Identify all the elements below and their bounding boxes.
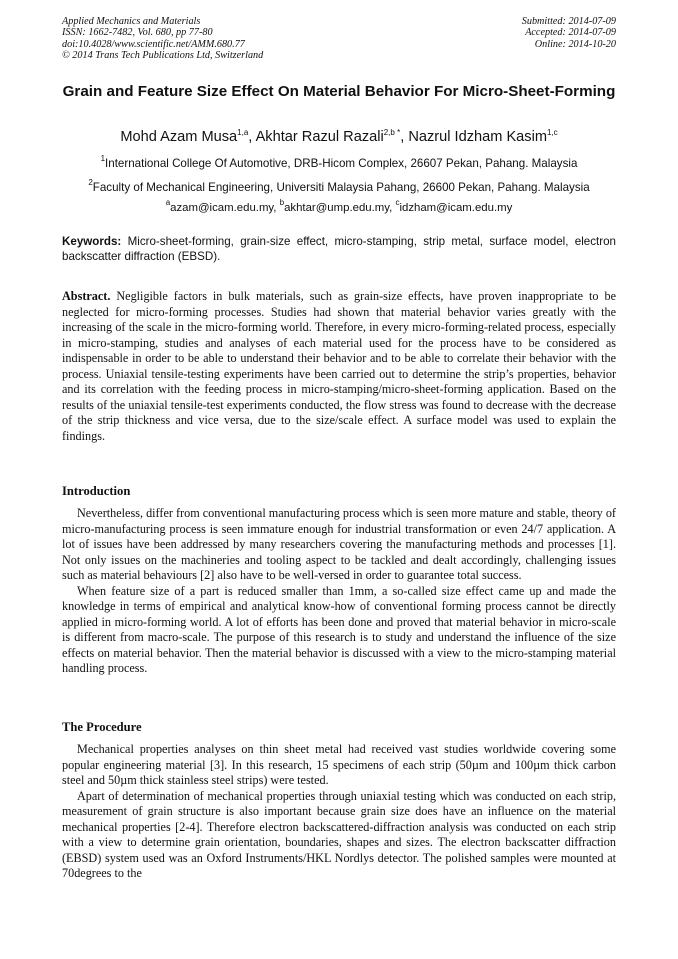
introduction-heading: Introduction [62,484,131,498]
journal-name: Applied Mechanics and Materials [62,16,201,27]
affiliation-text: Faculty of Mechanical Engineering, Universiti Malaysia Pahang, 26600 Pekan, Pahang. Malaysia [92,181,590,194]
email-sup: b [279,198,285,207]
journal-issn: ISSN: 1662-7482, Vol. 680, pp 77-80 [62,27,213,39]
affiliation-1 [30,154,648,170]
abstract [62,289,616,444]
submitted-date: Submitted: 2014-07-09 [521,16,616,27]
procedure-heading: The Procedure [62,720,142,734]
procedure-section [62,742,616,882]
author-sup: 1,c [547,128,558,137]
paper-title: Grain and Feature Size Effect On Material Behavior For Micro-Sheet-Forming [62,83,616,100]
paragraph: Mechanical properties analyses on thin sheet metal had received vast studies worldwide covering some popular engineering material [3]. In this research, 15 specimens of each strip (50µm and 100µm thick carbon steel and 50µm thick stainless steel strips) were tested. [62,742,616,787]
affiliation-text: International College Of Automotive, DRB-Hicom Complex, 26607 Pekan, Pahang. Malaysia [105,157,578,170]
author-sup: 1,a [237,128,249,137]
journal-info [62,16,263,62]
keywords-text: Micro-sheet-forming, grain-size effect, micro-stamping, strip metal, surface model, electron backscatter diffraction (EBSD). [62,235,616,263]
email-link[interactable]: azam@icam.edu.my, [170,202,280,214]
submission-dates [522,16,616,50]
paragraph: When feature size of a part is reduced smaller than 1mm, a so-called size effect came up and made the knowledge in terms of empirical and analytical know-how of conventional forming process cannot be directly applied in micro-forming world. A lot of efforts has been done and proved that material behavior in micro-scale is different from macro-scale. The purpose of this research is to study and understand the influence of the size effects on material behavior. Then the material behavior is discussed with a view to the micro-stamping material handling process. [62,583,616,675]
author-name: Akhtar Razul Razali [255,129,384,145]
paragraph: Apart of determination of mechanical properties through uniaxial testing which was conducted on each strip, measurement of grain structure is also important because grain size does have an influence on the material mechanical properties [2-4]. Therefore electron backscattered-diffraction analysis was conducted on each strip with a view to determine grain orientation, boundaries, shapes and sizes. The electron backscatter diffraction (EBSD) system used was an Oxford Instruments/HKL Nordlys detector. The polished samples were mounted at 70degrees to the [62,788,616,880]
author-emails [30,198,648,214]
author-list: Mohd Azam Musa$^{1,a}$, Akhtar Razul Razali$^{2,b *}$, Nazrul Idzham Kasim$^{1,c}$ [120,128,558,145]
email-link[interactable]: idzham@icam.edu.my [399,202,513,214]
author-name: Mohd Azam Musa [120,129,238,145]
online-date: Online: 2014-10-20 [534,38,616,50]
email-link[interactable]: akhtar@ump.edu.my, [284,202,396,214]
accepted-date: Accepted: 2014-07-09 [525,27,616,39]
abstract-text: Negligible factors in bulk materials, such as grain-size effects, have proven inappropriate to be neglected for micro-forming processes. Studies had shown that material behavior varies greatly with the increasing of the scale in the micro-forming world. Therefore, in every micro-forming-related process, especially in micro-stamping, studies and analyses of each material used for the process have to be considered as indispensable in order to be able to understand their behavior and to be able to correlate their behavior with the process. Uniaxial tensile-testing experiments have been carried out to determine the strip’s properties, behavior and its correlation with the feeding process in micro-stamping/micro-sheet-forming application. Based on the results of the uniaxial tensile-test experiments conducted, the flow stress was found to decrease with the decrease of the strip thickness and vice versa, due to the size/scale effect. A surface model was used to explain the findings. [62,289,616,443]
introduction-section [62,506,616,677]
affiliation-sup: 2 [88,178,93,187]
email-sup: c [395,198,400,207]
affiliation-2 [30,178,648,194]
journal-copyright: © 2014 Trans Tech Publications Ltd, Switzerland [62,50,264,62]
keywords [62,234,616,264]
affiliation-sup: 1 [100,154,106,163]
keywords-label: Keywords: [62,235,122,248]
paragraph: Nevertheless, differ from conventional manufacturing process which is seen more mature and stable, theory of micro-manufacturing process is seen immature enough for industrial transformation or even 24/7 application. A lot of issues have been addressed by many researchers covering the manufacturing methods and processes [1]. Not only issues on the machineries and tooling aspect to be tackled and dealt accordingly, challenging issues such as material behaviours [2] also have to be well-versed in order to guarantee total success. [62,506,616,582]
author-name: Nazrul Idzham Kasim [408,129,547,145]
email-sup: a [165,198,171,207]
author-sup: 2,b * [383,128,401,137]
journal-doi[interactable]: doi:10.4028/www.scientific.net/AMM.680.77 [62,38,245,50]
abstract-label: Abstract. [62,289,111,303]
